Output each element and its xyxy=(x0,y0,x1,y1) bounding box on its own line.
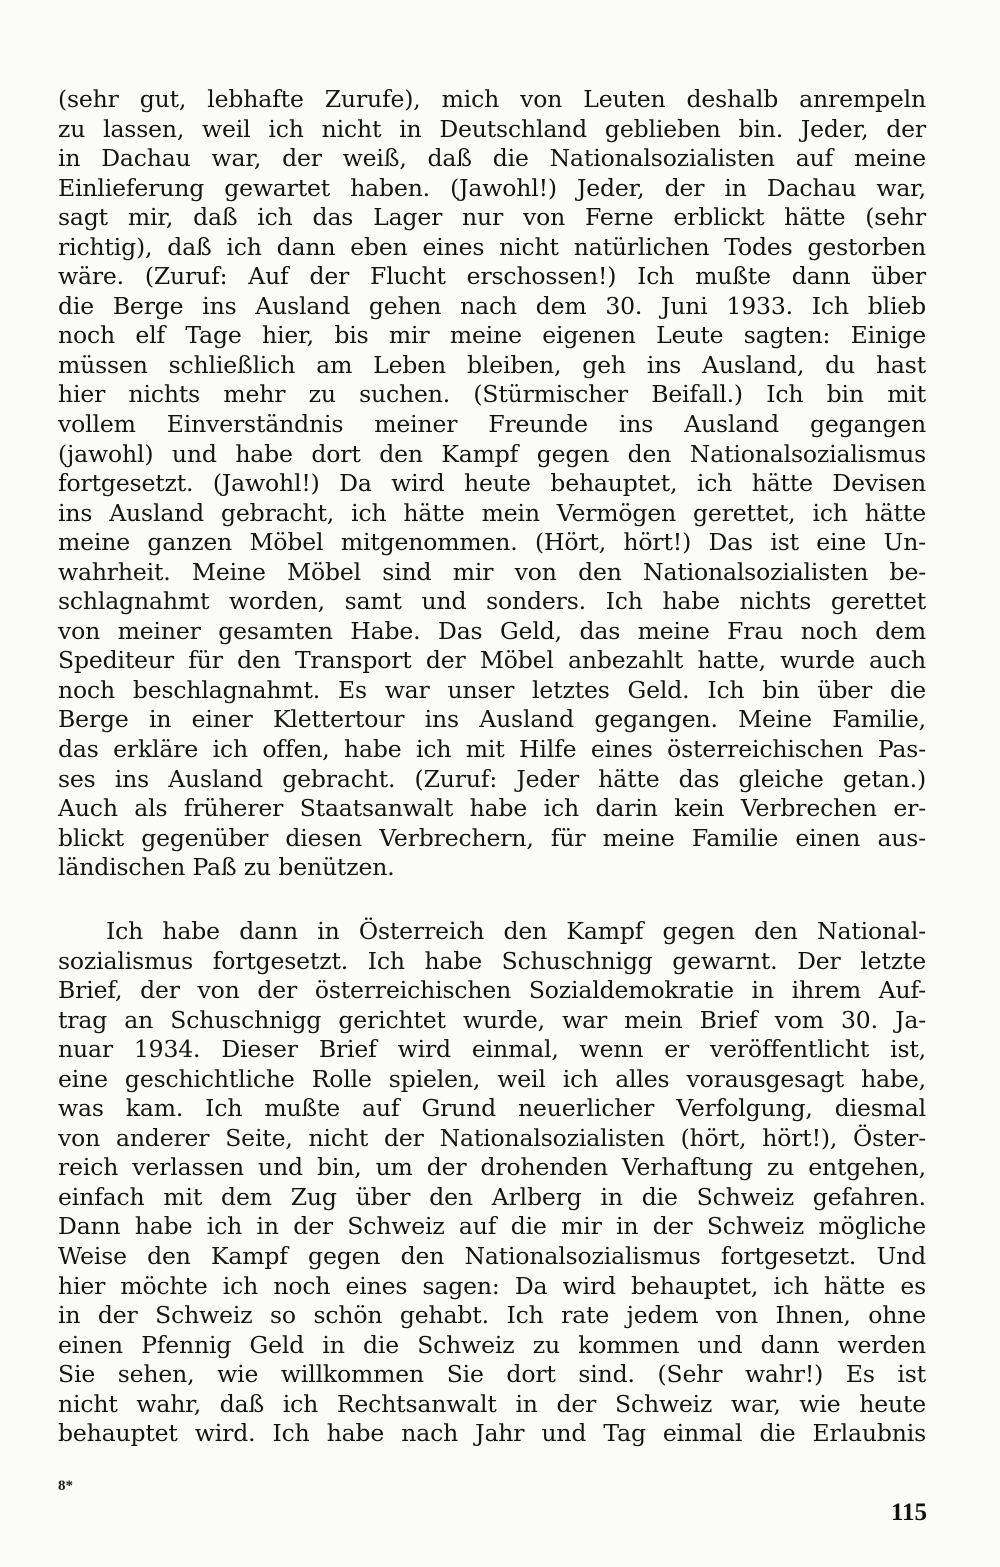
text-line: blickt gegenüber diesen Verbrechern, für meine Familie einen aus- xyxy=(58,823,926,852)
text-line: die Berge ins Ausland gehen nach dem 30. Juni 1933. Ich blieb xyxy=(58,291,926,320)
text-line: noch beschlagnahmt. Es war unser letztes Geld. Ich bin über die xyxy=(58,675,926,704)
text-line: Auch als früherer Staatsanwalt habe ich darin kein Verbrechen er- xyxy=(58,794,926,823)
text-line: nicht wahr, daß ich Rechtsanwalt in der Schweiz war, wie heute xyxy=(58,1389,926,1418)
text-line: fortgesetzt. (Jawohl!) Da wird heute behauptet, ich hätte Devisen xyxy=(58,469,926,498)
text-line: trag an Schuschnigg gerichtet wurde, war mein Brief vom 30. Ja- xyxy=(58,1005,926,1034)
text-line: Weise den Kampf gegen den Nationalsozialismus fortgesetzt. Und xyxy=(58,1242,926,1271)
text-line: Spediteur für den Transport der Möbel anbezahlt hatte, wurde auch xyxy=(58,646,926,675)
text-line: müssen schließlich am Leben bleiben, geh ins Ausland, du hast xyxy=(58,350,926,379)
text-line: (jawohl) und habe dort den Kampf gegen den Nationalsozialismus xyxy=(58,439,926,468)
text-line: einfach mit dem Zug über den Arlberg in die Schweiz gefahren. xyxy=(58,1182,926,1211)
paragraph-1 xyxy=(58,85,926,883)
text-line: Ich habe dann in Österreich den Kampf gegen den National- xyxy=(106,917,926,945)
text-line: (sehr gut, lebhafte Zurufe), mich von Leuten deshalb anrempeln xyxy=(58,85,926,113)
text-line: Brief, der von der österreichischen Sozialdemokratie in ihrem Auf- xyxy=(58,976,926,1005)
text-line: hier nichts mehr zu suchen. (Stürmischer Beifall.) Ich bin mit xyxy=(58,380,926,409)
text-line: wäre. (Zuruf: Auf der Flucht erschossen!) Ich mußte dann über xyxy=(58,262,926,291)
page-number: 115 xyxy=(890,1499,927,1526)
text-line: in der Schweiz so schön gehabt. Ich rate jedem von Ihnen, ohne xyxy=(58,1301,926,1330)
text-line: Berge in einer Klettertour ins Ausland gegangen. Meine Familie, xyxy=(58,705,926,734)
text-line: was kam. Ich mußte auf Grund neuerlicher Verfolgung, diesmal xyxy=(58,1094,926,1123)
text-line: ins Ausland gebracht, ich hätte mein Vermögen gerettet, ich hätte xyxy=(58,498,926,527)
text-line: behauptet wird. Ich habe nach Jahr und Tag einmal die Erlaubnis xyxy=(58,1419,926,1448)
text-line: Einlieferung gewartet haben. (Jawohl!) Jeder, der in Dachau war, xyxy=(58,173,926,202)
text-line: Sie sehen, wie willkommen Sie dort sind. (Sehr wahr!) Es ist xyxy=(58,1360,926,1389)
text-line: meine ganzen Möbel mitgenommen. (Hört, hört!) Das ist eine Un- xyxy=(58,528,926,557)
text-line: das erkläre ich offen, habe ich mit Hilfe eines österreichischen Pas- xyxy=(58,735,926,764)
text-line: vollem Einverständnis meiner Freunde ins Ausland gegangen xyxy=(58,410,926,439)
text-line: wahrheit. Meine Möbel sind mir von den Nationalsozialisten be- xyxy=(58,557,926,586)
text-line: hier möchte ich noch eines sagen: Da wird behauptet, ich hätte es xyxy=(58,1271,926,1300)
text-line: von meiner gesamten Habe. Das Geld, das meine Frau noch dem xyxy=(58,616,926,645)
paragraph-2 xyxy=(58,917,926,1449)
text-line: eine geschichtliche Rolle spielen, weil ich alles vorausgesagt habe, xyxy=(58,1064,926,1093)
text-line: nuar 1934. Dieser Brief wird einmal, wenn er veröffentlicht ist, xyxy=(58,1035,926,1064)
text-line: sagt mir, daß ich das Lager nur von Ferne erblickt hätte (sehr xyxy=(58,203,926,232)
signature-mark: 8* xyxy=(58,1478,73,1494)
text-line: ses ins Ausland gebracht. (Zuruf: Jeder hätte das gleiche getan.) xyxy=(58,764,926,793)
text-line: von anderer Seite, nicht der Nationalsozialisten (hört, hört!), Öster- xyxy=(58,1123,926,1152)
text-line: reich verlassen und bin, um der drohenden Verhaftung zu entgehen, xyxy=(58,1153,926,1182)
text-line: schlagnahmt worden, samt und sonders. Ich habe nichts gerettet xyxy=(58,587,926,616)
text-line: zu lassen, weil ich nicht in Deutschland geblieben bin. Jeder, der xyxy=(58,114,926,143)
text-line: Dann habe ich in der Schweiz auf die mir in der Schweiz mögliche xyxy=(58,1212,926,1241)
text-line: noch elf Tage hier, bis mir meine eigenen Leute sagten: Einige xyxy=(58,321,926,350)
text-line: sozialismus fortgesetzt. Ich habe Schuschnigg gewarnt. Der letzte xyxy=(58,946,926,975)
text-line: in Dachau war, der weiß, daß die Nationalsozialisten auf meine xyxy=(58,144,926,173)
text-line: ländischen Paß zu benützen. xyxy=(58,853,395,882)
text-line: richtig), daß ich dann eben eines nicht natürlichen Todes gestorben xyxy=(58,232,926,261)
text-line: einen Pfennig Geld in die Schweiz zu kommen und dann werden xyxy=(58,1330,926,1359)
